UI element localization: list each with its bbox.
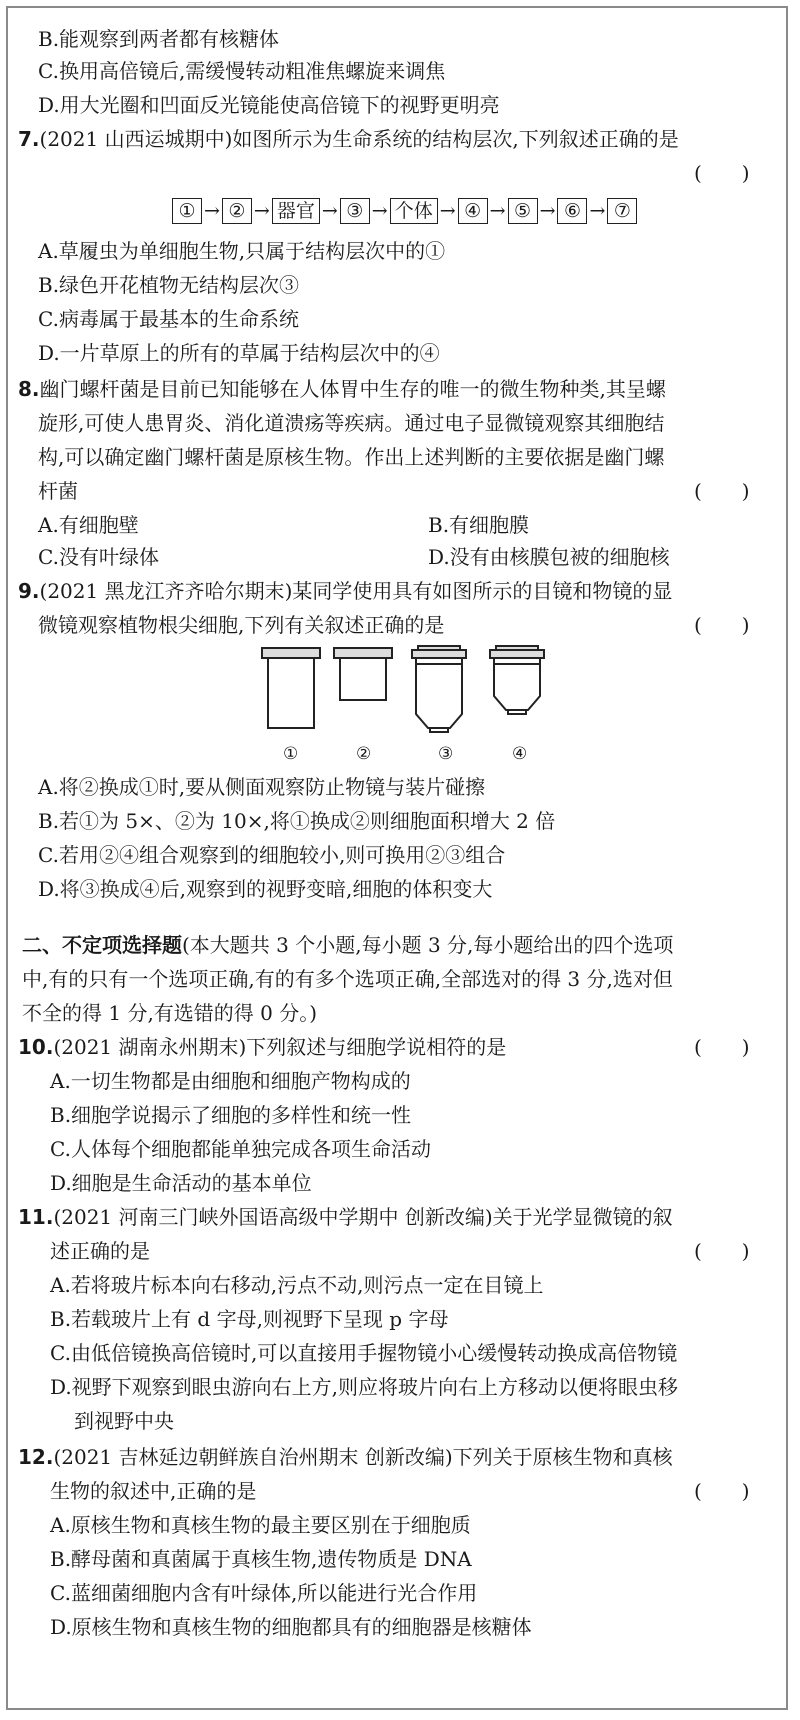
q8-option-b: B.有细胞膜 <box>428 513 530 537</box>
q10-option-a: A.一切生物都是由细胞和细胞产物构成的 <box>50 1069 411 1093</box>
q10-stem <box>18 1032 506 1062</box>
prev-option-d: D.用大光圈和凹面反光镜能使高倍镜下的视野更明亮 <box>38 93 500 117</box>
q9-text-1: (2021 黑龙江齐齐哈尔期末)某同学使用具有如图所示的目镜和物镜的显 <box>39 579 673 603</box>
q8-option-c: C.没有叶绿体 <box>38 545 159 569</box>
section-2-header <box>22 930 673 960</box>
q11-number: 11. <box>18 1205 54 1229</box>
arrow-icon: → <box>253 200 270 222</box>
q12-option-d: D.原核生物和真核生物的细胞都具有的细胞器是核糖体 <box>50 1615 532 1639</box>
section-2-intro-1: (本大题共 3 个小题,每小题 3 分,每小题给出的四个选项 <box>182 933 674 957</box>
q7-option-a: A.草履虫为单细胞生物,只属于结构层次中的① <box>38 239 446 263</box>
q8-stem-line3: 构,可以确定幽门螺杆菌是原核生物。作出上述判断的主要依据是幽门螺 <box>38 445 665 469</box>
section-2-title: 二、不定项选择题 <box>22 933 182 957</box>
q12-number: 12. <box>18 1445 54 1469</box>
lens-label-1: ① <box>283 744 299 764</box>
q10-text: (2021 湖南永州期末)下列叙述与细胞学说相符的是 <box>53 1035 507 1059</box>
q9-option-c: C.若用②④组合观察到的细胞较小,则可换用②③组合 <box>38 843 506 867</box>
arrow-icon: → <box>321 200 338 222</box>
q11-stem-line2: 述正确的是 <box>50 1239 150 1263</box>
q8-text-1: 幽门螺杆菌是目前已知能够在人体胃中生存的唯一的微生物种类,其呈螺 <box>39 377 666 401</box>
q10-option-c: C.人体每个细胞都能单独完成各项生命活动 <box>50 1137 431 1161</box>
q8-stem-line1 <box>18 374 666 404</box>
level-7-box: ⑦ <box>607 198 637 224</box>
q9-stem-line1 <box>18 576 672 606</box>
eyepiece-long-icon <box>262 648 320 728</box>
lens-label-3: ③ <box>438 744 454 764</box>
q9-answer-blank: ( ) <box>694 613 750 637</box>
q11-option-a: A.若将玻片标本向右移动,污点不动,则污点一定在目镜上 <box>50 1273 544 1297</box>
q8-number: 8. <box>18 377 40 401</box>
q9-option-b: B.若①为 5×、②为 10×,将①换成②则细胞面积增大 2 倍 <box>38 809 556 833</box>
q7-text: (2021 山西运城期中)如图所示为生命系统的结构层次,下列叙述正确的是 <box>39 127 679 151</box>
lens-label-2: ② <box>356 744 372 764</box>
q12-option-c: C.蓝细菌细胞内含有叶绿体,所以能进行光合作用 <box>50 1581 478 1605</box>
level-4-box: ④ <box>458 198 488 224</box>
q8-option-a: A.有细胞壁 <box>38 513 139 537</box>
level-2-box: ② <box>222 198 252 224</box>
prev-option-b: B.能观察到两者都有核糖体 <box>38 27 280 51</box>
q10-number: 10. <box>18 1035 54 1059</box>
q11-option-c: C.由低倍镜换高倍镜时,可以直接用手握物镜小心缓慢转动换成高倍物镜 <box>50 1341 678 1365</box>
level-individual-box: 个体 <box>390 198 438 224</box>
objective-short-icon <box>490 646 544 714</box>
level-5-box: ⑤ <box>508 198 538 224</box>
q11-option-b: B.若载玻片上有 d 字母,则视野下呈现 p 字母 <box>50 1307 449 1331</box>
arrow-icon: → <box>589 200 606 222</box>
q8-stem-line4: 杆菌 <box>38 479 78 503</box>
level-organ-box: 器官 <box>272 198 320 224</box>
level-1-box: ① <box>172 198 202 224</box>
q7-number: 7. <box>18 127 40 151</box>
q9-number: 9. <box>18 579 40 603</box>
lens-label-4: ④ <box>512 744 528 764</box>
arrow-icon: → <box>439 200 456 222</box>
q10-option-d: D.细胞是生命活动的基本单位 <box>50 1171 312 1195</box>
q9-stem-line2: 微镜观察植物根尖细胞,下列有关叙述正确的是 <box>38 613 445 637</box>
q9-option-d: D.将③换成④后,观察到的视野变暗,细胞的体积变大 <box>38 877 493 901</box>
q12-stem-line2: 生物的叙述中,正确的是 <box>50 1479 257 1503</box>
q7-answer-blank: ( ) <box>694 161 750 185</box>
q12-text-1: (2021 吉林延边朝鲜族自治州期末 创新改编)下列关于原核生物和真核 <box>53 1445 673 1469</box>
prev-option-c: C.换用高倍镜后,需缓慢转动粗准焦螺旋来调焦 <box>38 59 446 83</box>
q7-option-d: D.一片草原上的所有的草属于结构层次中的④ <box>38 341 440 365</box>
arrow-icon: → <box>204 200 220 222</box>
q11-option-d-line1: D.视野下观察到眼虫游向右上方,则应将玻片向右上方移动以便将眼虫移 <box>50 1375 679 1399</box>
arrow-icon: → <box>539 200 556 222</box>
q9-option-a: A.将②换成①时,要从侧面观察防止物镜与装片碰擦 <box>38 775 486 799</box>
q7-stem <box>18 124 679 154</box>
section-2-intro-2: 中,有的只有一个选项正确,有的有多个选项正确,全部选对的得 3 分,选对但 <box>22 967 673 991</box>
microscope-lenses-figure <box>250 640 550 740</box>
q12-option-a: A.原核生物和真核生物的最主要区别在于细胞质 <box>50 1513 471 1537</box>
level-6-box: ⑥ <box>557 198 587 224</box>
q11-option-d-line2: 到视野中央 <box>74 1409 174 1433</box>
level-3-box: ③ <box>340 198 370 224</box>
q12-stem-line1 <box>18 1442 673 1472</box>
structure-hierarchy-diagram <box>172 198 637 224</box>
q8-option-d: D.没有由核膜包被的细胞核 <box>428 545 670 569</box>
q12-answer-blank: ( ) <box>694 1479 750 1503</box>
eyepiece-short-icon <box>334 648 392 700</box>
arrow-icon: → <box>489 200 506 222</box>
q11-text-1: (2021 河南三门峡外国语高级中学期中 创新改编)关于光学显微镜的叙 <box>53 1205 673 1229</box>
objective-long-icon <box>412 646 466 732</box>
arrow-icon: → <box>371 200 388 222</box>
q10-answer-blank: ( ) <box>694 1035 750 1059</box>
section-2-intro-3: 不全的得 1 分,有选错的得 0 分。) <box>22 1001 318 1025</box>
q11-stem-line1 <box>18 1202 673 1232</box>
q11-answer-blank: ( ) <box>694 1239 750 1263</box>
q10-option-b: B.细胞学说揭示了细胞的多样性和统一性 <box>50 1103 412 1127</box>
q8-stem-line2: 旋形,可使人患胃炎、消化道溃疡等疾病。通过电子显微镜观察其细胞结 <box>38 411 665 435</box>
q8-answer-blank: ( ) <box>694 479 750 503</box>
q7-option-b: B.绿色开花植物无结构层次③ <box>38 273 300 297</box>
q7-option-c: C.病毒属于最基本的生命系统 <box>38 307 299 331</box>
q12-option-b: B.酵母菌和真菌属于真核生物,遗传物质是 DNA <box>50 1547 472 1571</box>
